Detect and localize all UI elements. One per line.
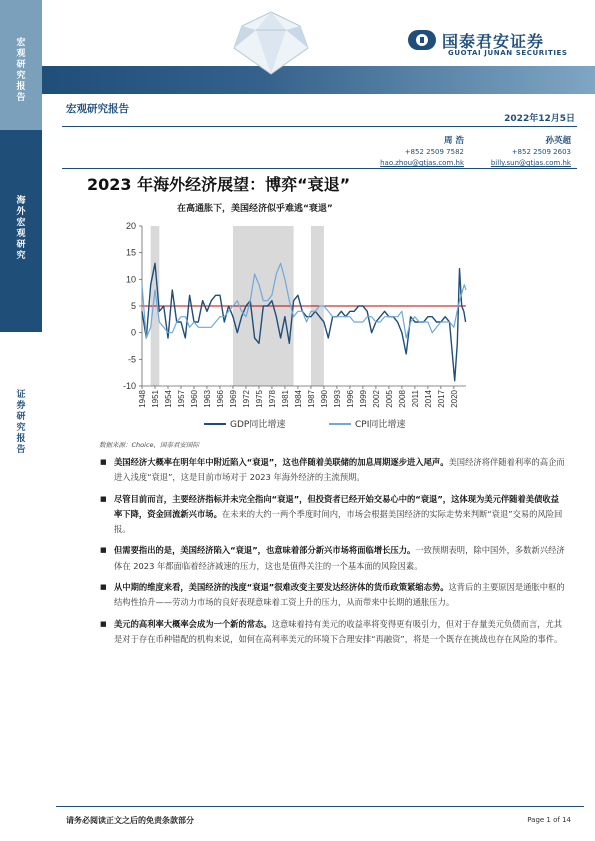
sidebar-char: 外: [16, 207, 26, 217]
x-tick-label: 1996: [345, 390, 355, 408]
x-tick-label: 2005: [384, 390, 394, 408]
diamond-icon: [228, 8, 314, 78]
sidebar-char: 海: [16, 196, 26, 206]
x-tick-label: 2011: [410, 390, 420, 408]
footer-divider: [56, 806, 584, 807]
brand-name-en: GUOTAI JUNAN SECURITIES: [448, 49, 568, 57]
x-tick-label: 1960: [189, 390, 199, 408]
bullet-point: [100, 580, 566, 611]
header-divider: [62, 126, 577, 127]
author-2: [491, 136, 571, 169]
legend-label: CPI同比增速: [355, 420, 406, 430]
report-type: 宏观研究报告: [66, 103, 129, 115]
sidebar: [0, 0, 42, 841]
sidebar-char: 研: [16, 412, 26, 422]
sidebar-char: 观: [16, 229, 26, 239]
x-tick-label: 1993: [332, 390, 342, 408]
sidebar-section-overseas: [0, 130, 42, 332]
footer-disclaimer[interactable]: 请务必阅读正文之后的免责条款部分: [66, 816, 194, 825]
x-tick-label: 2014: [423, 390, 433, 408]
header-banner: [42, 66, 595, 94]
author-email[interactable]: hao.zhou@gtjas.com.hk: [380, 159, 464, 167]
x-tick-label: 2017: [436, 390, 446, 408]
sidebar-char: 报: [16, 82, 26, 92]
bullet-text: 一致预期表明，除中国外，多数新兴经济体在 2023 年都面临着经济减速的压力，这也是值得关注的一个基本面的风险因素。: [114, 545, 565, 571]
x-tick-label: 2020: [449, 390, 459, 408]
bullet-text: 美国经济将伴随着利率的高企而进入浅度“衰退”，这是目前市场对于 2023 年海外经济的主流预期。: [114, 457, 565, 483]
x-tick-label: 1975: [254, 390, 264, 408]
y-tick-label: 20: [125, 221, 136, 231]
y-tick-label: -5: [127, 354, 136, 365]
bullet-text: 在未来的大约一两个季度时间内，市场会根据美国经济的实际走势来判断“衰退”交易的风险回报。: [114, 508, 563, 535]
sidebar-char: 告: [16, 445, 26, 455]
x-tick-label: 1948: [138, 390, 147, 408]
sidebar-char: 究: [16, 423, 26, 433]
legend-label: GDP同比增速: [230, 420, 286, 430]
chart-title: 在高通胀下，美国经济似乎难逃“衰退”: [177, 204, 333, 214]
sidebar-section-macro: [0, 0, 42, 130]
author-phone: +852 2509 2603: [511, 148, 571, 156]
chart-source: 数据来源：Choice，国泰君安国际: [99, 441, 200, 449]
gdp-series-line: [142, 263, 466, 380]
x-tick-label: 1978: [267, 390, 277, 408]
sidebar-char: 券: [16, 401, 26, 411]
bullet-text: 这背后的主要原因是通胀中枢的结构性抬升——劳动力市场的良好表现意味着工资上升的压力，从而带来中长期的通胀压力。: [114, 582, 565, 608]
x-tick-label: 1969: [228, 390, 238, 408]
bullet-lead: 美国经济大概率在明年年中附近陷入“衰退”，这也伴随着美联储的加息周期逐步进入尾声。: [114, 457, 449, 467]
page-title: 2023 年海外经济展望：博弈“衰退”: [87, 175, 351, 194]
y-tick-label: 10: [125, 274, 136, 285]
sidebar-section-securities: [0, 332, 42, 841]
bullet-point: [100, 492, 566, 538]
x-tick-label: 2002: [371, 390, 381, 408]
key-points: [100, 455, 566, 653]
sidebar-char: 报: [16, 434, 26, 444]
author-phone: +852 2509 7582: [404, 148, 464, 156]
x-tick-label: 1981: [280, 390, 290, 408]
author-email[interactable]: billy.sun@gtjas.com.hk: [490, 159, 571, 167]
sidebar-char: 研: [16, 60, 26, 70]
x-tick-label: 1984: [293, 390, 303, 408]
bullet-point: [100, 617, 566, 648]
x-tick-label: 1972: [241, 390, 251, 408]
bullet-lead: 尽管目前而言，主要经济指标并未完全指向“衰退”，但投资者已经开始交易心中的“衰退”，这体现为美元伴随着美债收益率下降，资金回流新兴市场。: [114, 493, 559, 519]
gdp-cpi-chart: [104, 218, 482, 435]
page-number: Page 1 of 14: [527, 816, 571, 824]
x-tick-label: 1954: [163, 390, 173, 408]
y-tick-label: 5: [130, 301, 136, 311]
bullet-lead: 美元的高利率大概率会成为一个新的常态。: [114, 618, 272, 629]
bullet-text: 这意味着持有美元的收益率将变得更有吸引力，但对于存量美元负债而言，尤其是对于存在币种错配的机构来说，如何在高利率美元的环境下合理安排“再融资”，将是一个既存在挑战也存在风险的事件。: [114, 618, 563, 644]
x-tick-label: 1951: [150, 390, 160, 408]
bullet-lead: 从中期的维度来看，美国经济的浅度“衰退”很难改变主要发达经济体的货币政策紧缩态势。: [114, 582, 449, 593]
title-divider: [62, 168, 577, 169]
y-tick-label: -10: [122, 381, 136, 391]
x-tick-label: 1966: [215, 390, 225, 408]
logo-mark-icon: [407, 28, 437, 52]
bullet-lead: 但需要指出的是，美国经济陷入“衰退”，也意味着部分新兴市场将面临增长压力。: [114, 545, 416, 556]
sidebar-char: 证: [16, 390, 26, 400]
author-1: [380, 136, 464, 169]
brand-name-cn: 国泰君安证券: [442, 31, 545, 51]
report-date: 2022年12月5日: [504, 114, 575, 124]
x-tick-label: 1957: [176, 390, 186, 408]
author-name: 孙英超: [545, 136, 571, 146]
sidebar-char: 究: [16, 71, 26, 81]
bullet-point: [100, 543, 566, 574]
sidebar-char: 宏: [16, 38, 26, 48]
y-tick-label: 0: [130, 327, 136, 338]
sidebar-char: 研: [16, 240, 26, 250]
x-tick-label: 2008: [397, 390, 407, 408]
author-name: 周 浩: [444, 136, 464, 146]
x-tick-label: 1990: [319, 390, 329, 408]
x-tick-label: 1963: [202, 390, 212, 408]
x-tick-label: 1999: [358, 390, 368, 408]
sidebar-char: 究: [16, 251, 26, 261]
sidebar-char: 告: [16, 93, 26, 103]
x-tick-label: 1987: [306, 390, 316, 408]
sidebar-char: 宏: [16, 218, 26, 228]
y-tick-label: 15: [125, 247, 136, 258]
sidebar-char: 观: [16, 49, 26, 59]
bullet-point: [100, 455, 566, 486]
